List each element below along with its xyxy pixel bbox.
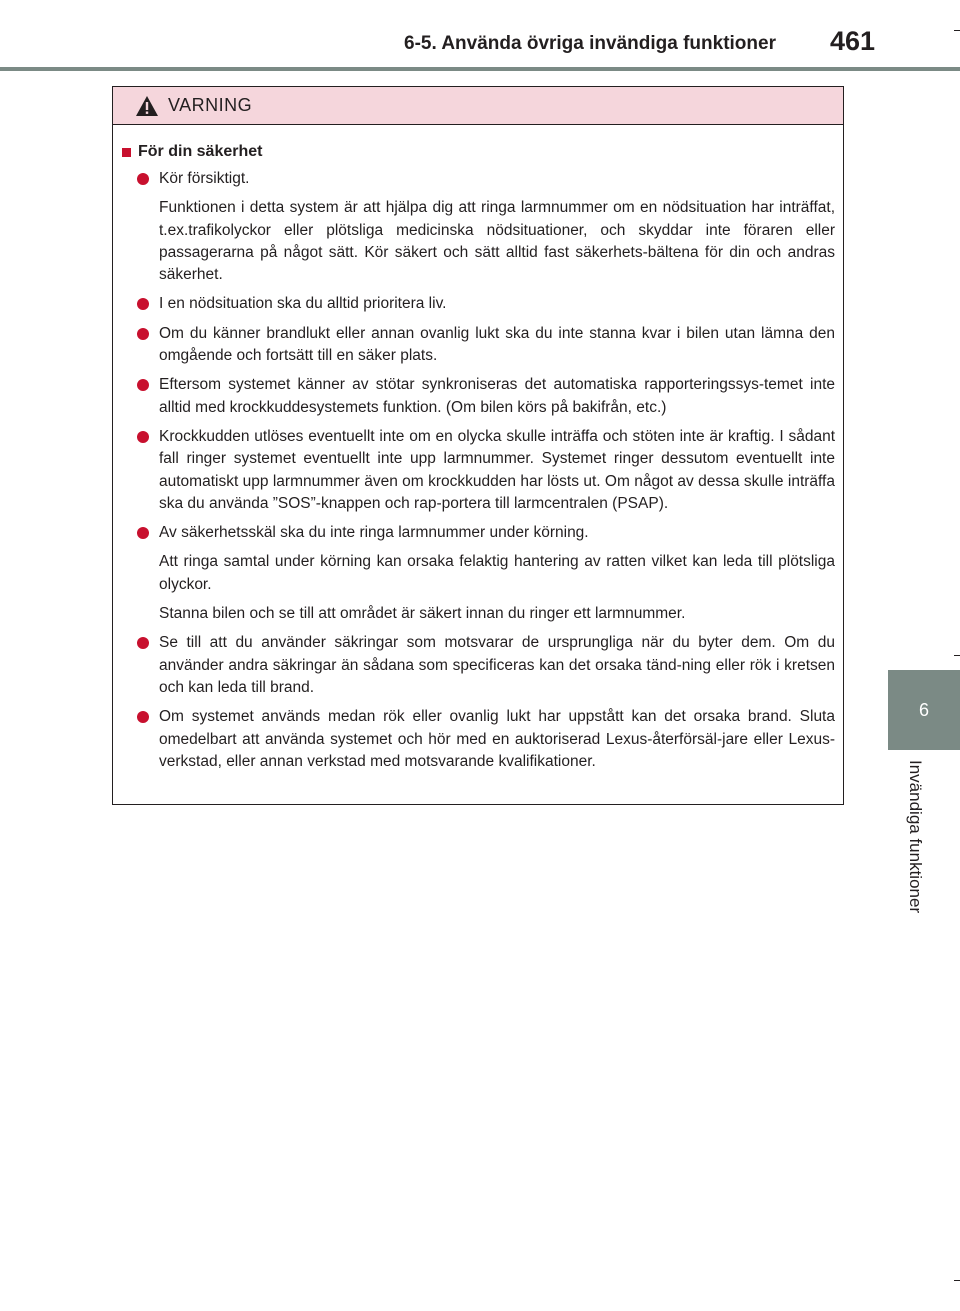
round-bullet-icon — [137, 711, 149, 723]
round-bullet-icon — [137, 328, 149, 340]
warning-box — [112, 86, 844, 805]
section-title: 6-5. Använda övriga invändiga funktioner — [404, 33, 776, 54]
section-heading — [122, 143, 835, 161]
round-bullet-icon — [137, 431, 149, 443]
edge-tick — [954, 655, 960, 656]
warning-list — [122, 168, 835, 773]
round-bullet-icon — [137, 379, 149, 391]
list-item — [122, 632, 835, 699]
round-bullet-icon — [137, 527, 149, 539]
chapter-number: 6 — [918, 699, 929, 720]
round-bullet-icon — [137, 298, 149, 310]
warning-title: VARNING — [168, 95, 253, 115]
list-item-text: Om du känner brandlukt eller annan ovanlig lukt ska du inte stanna kvar i bilen utan lämna den omgående och fortsätt till en säker plats. — [159, 324, 835, 365]
section-heading-text: För din säkerhet — [138, 143, 263, 160]
list-item — [122, 293, 835, 315]
edge-tick — [954, 30, 960, 31]
list-item — [122, 168, 835, 190]
list-item — [122, 522, 835, 544]
page-number: 461 — [830, 26, 876, 56]
list-item-text: Kör försiktigt. — [159, 170, 250, 187]
header-rule — [0, 67, 960, 71]
edge-tick — [954, 1280, 960, 1281]
round-bullet-icon — [137, 173, 149, 185]
list-item-text: Eftersom systemet känner av stötar synkroniseras det automatiska rapporteringssys-temet inte alltid med krockkuddesystemets funktion. (Om bilen körs på bakifrån, etc.) — [159, 376, 835, 416]
list-item-text: Om systemet används medan rök eller ovanlig lukt har uppstått kan det orsaka brand. Sluta omedelbart att använda systemet och hör med en auktoriserad Lexus-återförsäl-jare eller Lexus-verkstad, eller annan verkstad med motsvarande kvalifikationer. — [159, 708, 835, 770]
list-item — [122, 426, 835, 515]
round-bullet-icon — [137, 637, 149, 649]
list-item — [122, 323, 835, 368]
warning-body — [113, 125, 843, 773]
list-item-paragraph: Att ringa samtal under körning kan orsaka felaktig hantering av ratten vilket kan leda till plötsliga olyckor. — [159, 553, 835, 593]
list-item-text: Av säkerhetsskäl ska du inte ringa larmnummer under körning. — [159, 524, 589, 542]
list-item-text: Se till att du använder säkringar som motsvarar de ursprungliga när du byter dem. Om du använder andra säkringar än sådana som specificeras kan det orsaka tänd-ning eller rök i kretsen och kan leda till brand. — [159, 634, 835, 696]
list-item — [122, 706, 835, 773]
square-bullet-icon — [122, 148, 131, 157]
chapter-tab — [888, 670, 960, 750]
warning-header — [113, 87, 843, 125]
list-item-text: I en nödsituation ska du alltid prioritera liv. — [159, 295, 447, 313]
list-item-paragraph: Stanna bilen och se till att området är säkert innan du ringer ett larmnummer. — [159, 605, 686, 623]
chapter-label: Invändiga funktioner — [906, 760, 925, 914]
warning-triangle-icon — [135, 95, 159, 117]
list-item-paragraph: Funktionen i detta system är att hjälpa dig att ringa larmnummer om en nödsituation har inträffat, t.ex.trafikolyckor eller plötsliga medicinska nödsituationer, och skyddar inte föraren eller passagerarna på något sätt. Kör säkert och sätt alltid fast säkerhets-bältena för din och andras säkerhet. — [159, 199, 835, 284]
list-item — [122, 374, 835, 419]
list-item-text: Krockkudden utlöses eventuellt inte om en olycka skulle inträffa och stöten inte är kraftig. I sådant fall ringer systemet eventuellt inte upp larmnummer. Systemet ringer dessutom eventuellt inte automatiskt upp larmnummer även om krockkudden har lösts ut. Om något av dessa skulle inträffa ska du använda ”SOS”-knappen och rap-portera till larmcentralen (PSAP). — [159, 427, 835, 512]
